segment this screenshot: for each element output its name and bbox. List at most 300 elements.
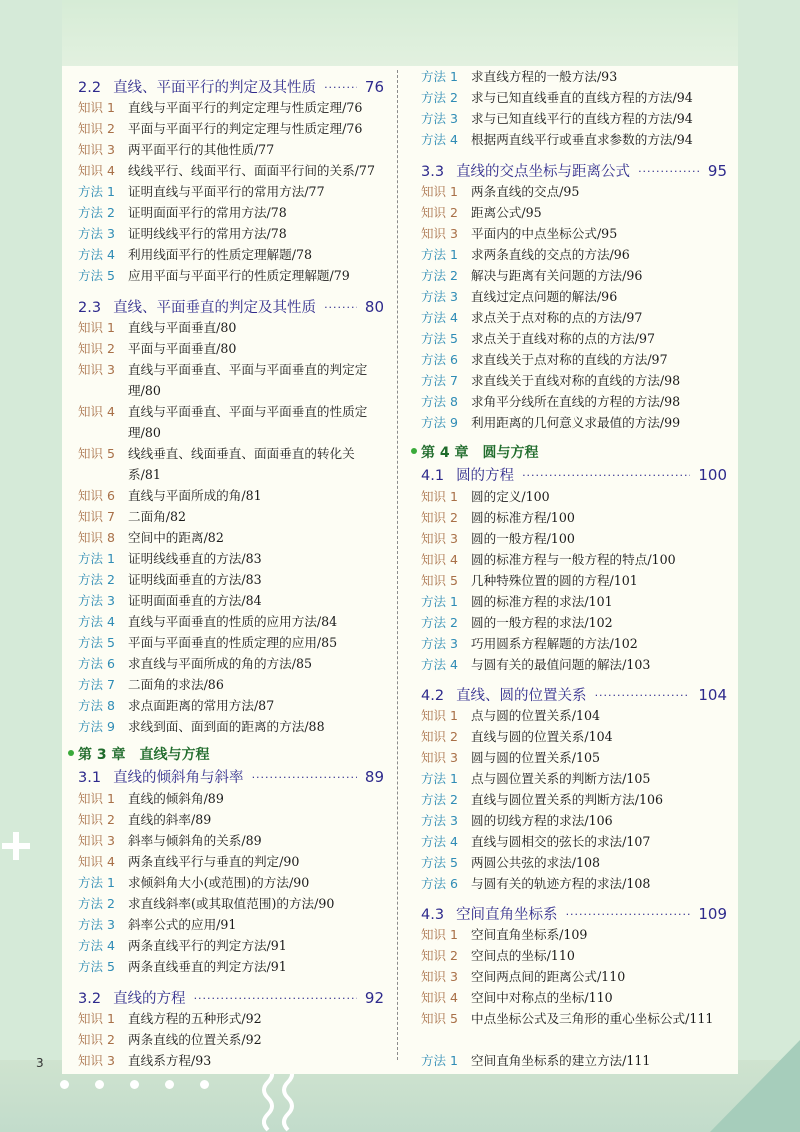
- toc-entry[interactable]: [421, 831, 727, 852]
- toc-entry[interactable]: [78, 674, 384, 695]
- toc-entry[interactable]: [421, 507, 727, 528]
- entry-type-label: [421, 108, 471, 129]
- entry-number: 8: [107, 530, 115, 545]
- entry-text: 求直线关于直线对称的直线的方法/98: [471, 373, 681, 388]
- entry-type: 知识: [421, 969, 447, 984]
- entry-text: 平面与平面垂直的性质定理的应用/85: [128, 635, 338, 650]
- toc-entry[interactable]: [78, 1008, 384, 1029]
- dot-leader: [566, 908, 691, 921]
- toc-entry[interactable]: [421, 945, 727, 966]
- toc-entry[interactable]: [421, 528, 727, 549]
- toc-entry[interactable]: [421, 391, 727, 412]
- entry-text: 二面角/82: [128, 509, 187, 524]
- entry-number: 5: [450, 855, 458, 870]
- entry-type: 方法: [78, 719, 104, 734]
- entry-text: 直线与圆位置关系的判断方法/106: [471, 792, 663, 807]
- entry-type: 知识: [78, 854, 104, 869]
- entry-type: 方法: [78, 959, 104, 974]
- toc-entry[interactable]: [78, 569, 384, 590]
- page-number: 3: [36, 1056, 44, 1070]
- entry-type-label: [78, 830, 128, 851]
- entry-type: 方法: [421, 268, 447, 283]
- entry-number: 1: [107, 551, 115, 566]
- entry-type-label: [421, 570, 471, 591]
- entry-type-label: [78, 851, 128, 872]
- entry-type: 方法: [421, 813, 447, 828]
- entry-number: 1: [107, 100, 115, 115]
- toc-entry[interactable]: [421, 873, 727, 894]
- toc-entry[interactable]: [78, 590, 384, 611]
- entry-type: 方法: [421, 636, 447, 651]
- toc-section-heading[interactable]: [421, 903, 727, 923]
- entry-text: 斜率公式的应用/91: [128, 917, 237, 932]
- entry-text: 空间两点间的距离公式/110: [471, 969, 626, 984]
- toc-entry[interactable]: [78, 695, 384, 716]
- entry-number: 3: [107, 1053, 115, 1068]
- entry-type-label: [421, 726, 471, 747]
- entry-type-label: [421, 328, 471, 349]
- entry-number: 3: [450, 750, 458, 765]
- toc-entry[interactable]: [421, 726, 727, 747]
- entry-number: 3: [107, 917, 115, 932]
- entry-type: 知识: [78, 100, 104, 115]
- entry-number: 5: [107, 635, 115, 650]
- entry-type-label: [421, 1008, 471, 1029]
- entry-type: 知识: [421, 531, 447, 546]
- entry-type: 方法: [421, 90, 447, 105]
- entry-type-label: [421, 873, 471, 894]
- toc-entry[interactable]: [421, 549, 727, 570]
- entry-type: 知识: [421, 708, 447, 723]
- toc-entry[interactable]: [421, 370, 727, 391]
- toc-entry[interactable]: [78, 914, 384, 935]
- entry-type-label: [421, 945, 471, 966]
- entry-number: 1: [107, 791, 115, 806]
- entry-text: 中点坐标公式及三角形的重心坐标公式/111: [471, 1011, 714, 1026]
- toc-entry[interactable]: [421, 591, 727, 612]
- entry-type: 方法: [421, 1053, 447, 1068]
- entry-type: 知识: [421, 1011, 447, 1026]
- entry-type: 方法: [421, 855, 447, 870]
- entry-type-label: [78, 935, 128, 956]
- section-title: 直线的方程: [113, 991, 186, 1007]
- entry-type-label: [421, 87, 471, 108]
- entry-number: 1: [107, 875, 115, 890]
- entry-text: 直线与平面垂直/80: [128, 320, 237, 335]
- toc-entry[interactable]: [421, 265, 727, 286]
- dot-decoration-icon: [60, 1080, 69, 1089]
- toc-entry[interactable]: [421, 966, 727, 987]
- toc-entry[interactable]: [421, 570, 727, 591]
- entry-type: 知识: [421, 205, 447, 220]
- entry-type: 方法: [78, 656, 104, 671]
- entry-type-label: [78, 872, 128, 893]
- entry-type: 方法: [78, 614, 104, 629]
- entry-number: 4: [450, 990, 458, 1005]
- dot-leader: [252, 771, 357, 784]
- entry-type: 方法: [78, 593, 104, 608]
- toc-entry[interactable]: [78, 872, 384, 893]
- entry-text: 证明面面垂直的方法/84: [128, 593, 262, 608]
- section-number: 4.2: [421, 688, 445, 704]
- toc-entry[interactable]: [78, 223, 384, 244]
- toc-section-heading[interactable]: [78, 987, 384, 1007]
- entry-text: 直线系方程/93: [128, 1053, 212, 1068]
- section-page-number: 92: [364, 989, 384, 1007]
- entry-number: 9: [107, 719, 115, 734]
- entry-type-label: [421, 486, 471, 507]
- entry-type-label: [421, 591, 471, 612]
- entry-number: 4: [107, 614, 115, 629]
- entry-number: 2: [450, 90, 458, 105]
- entry-type: 知识: [78, 488, 104, 503]
- entry-type: 知识: [421, 990, 447, 1005]
- toc-entry[interactable]: [421, 852, 727, 873]
- toc-entry[interactable]: [78, 97, 384, 118]
- entry-text: 利用线面平行的性质定理解题/78: [128, 247, 312, 262]
- entry-text: 直线与圆的位置关系/104: [471, 729, 613, 744]
- toc-entry[interactable]: [421, 328, 727, 349]
- toc-entry[interactable]: [421, 768, 727, 789]
- wave-decoration-icon: [262, 1066, 322, 1132]
- entry-type: 方法: [78, 247, 104, 262]
- entry-type: 方法: [421, 373, 447, 388]
- entry-type: 知识: [78, 446, 104, 461]
- entry-type-label: [78, 695, 128, 716]
- entry-type: 知识: [421, 927, 447, 942]
- toc-entry[interactable]: [421, 654, 727, 675]
- entry-text: 线线垂直、线面垂直、面面垂直的转化关系/81: [128, 446, 355, 482]
- section-number: 4.1: [421, 468, 445, 484]
- entry-type-label: [421, 244, 471, 265]
- entry-type: 方法: [421, 289, 447, 304]
- entry-number: 3: [107, 226, 115, 241]
- page-header-background: [0, 0, 800, 70]
- entry-text: 空间直角坐标系/109: [471, 927, 588, 942]
- entry-number: 8: [450, 394, 458, 409]
- toc-entry[interactable]: [78, 401, 384, 443]
- toc-entry[interactable]: [78, 485, 384, 506]
- entry-type-label: [421, 705, 471, 726]
- toc-entry[interactable]: [78, 653, 384, 674]
- entry-type: 方法: [421, 352, 447, 367]
- entry-number: 7: [450, 373, 458, 388]
- toc-entry[interactable]: [421, 412, 727, 433]
- toc-entry[interactable]: [421, 747, 727, 768]
- toc-entry[interactable]: [78, 118, 384, 139]
- toc-entry[interactable]: [78, 809, 384, 830]
- toc-entry[interactable]: [421, 987, 727, 1008]
- entry-text: 与圆有关的轨迹方程的求法/108: [471, 876, 651, 891]
- toc-entry[interactable]: [421, 705, 727, 726]
- entry-type-label: [421, 265, 471, 286]
- toc-entry[interactable]: [421, 66, 727, 87]
- section-number: 4.3: [421, 907, 445, 923]
- toc-entry[interactable]: [78, 956, 384, 977]
- entry-type: 方法: [421, 69, 447, 84]
- entry-type-label: [78, 1029, 128, 1050]
- entry-text: 求线到面、面到面的距离的方法/88: [128, 719, 325, 734]
- entry-number: 6: [450, 352, 458, 367]
- entry-type-label: [78, 317, 128, 338]
- entry-type: 知识: [78, 142, 104, 157]
- entry-number: 3: [450, 531, 458, 546]
- toc-entry[interactable]: [421, 286, 727, 307]
- entry-number: 3: [107, 142, 115, 157]
- toc-entry[interactable]: [421, 1008, 727, 1029]
- right-margin-background: [738, 0, 800, 1132]
- toc-entry[interactable]: [421, 486, 727, 507]
- entry-text: 二面角的求法/86: [128, 677, 224, 692]
- toc-entry[interactable]: [421, 810, 727, 831]
- section-page-number: 80: [364, 298, 384, 316]
- entry-type-label: [421, 349, 471, 370]
- toc-entry[interactable]: [421, 129, 727, 150]
- entry-type-label: [78, 893, 128, 914]
- entry-text: 求与已知直线垂直的直线方程的方法/94: [471, 90, 693, 105]
- entry-type: 方法: [421, 876, 447, 891]
- toc-entry[interactable]: [421, 181, 727, 202]
- toc-entry[interactable]: [78, 935, 384, 956]
- entry-type-label: [78, 97, 128, 118]
- section-title: 直线、平面垂直的判定及其性质: [113, 300, 317, 316]
- entry-number: 1: [450, 771, 458, 786]
- toc-entry[interactable]: [78, 548, 384, 569]
- entry-type: 知识: [78, 833, 104, 848]
- toc-entry[interactable]: [78, 893, 384, 914]
- toc-entry[interactable]: [421, 633, 727, 654]
- entry-type-label: [421, 987, 471, 1008]
- entry-type: 知识: [421, 552, 447, 567]
- entry-number: 4: [450, 834, 458, 849]
- toc-entry[interactable]: [78, 265, 384, 286]
- toc-entry[interactable]: [421, 223, 727, 244]
- entry-number: 2: [450, 948, 458, 963]
- entry-type-label: [421, 202, 471, 223]
- entry-number: 5: [450, 1011, 458, 1026]
- chapter-bullet-icon: [68, 750, 74, 756]
- toc-entry[interactable]: [78, 851, 384, 872]
- section-page-number: 76: [364, 78, 384, 96]
- toc-entry[interactable]: [78, 443, 384, 485]
- toc-entry[interactable]: [78, 830, 384, 851]
- toc-entry[interactable]: [421, 87, 727, 108]
- section-title: 圆的方程: [456, 468, 515, 484]
- entry-number: 1: [107, 320, 115, 335]
- chapter-title: 直线与方程: [139, 747, 210, 763]
- toc-entry[interactable]: [78, 160, 384, 181]
- entry-type-label: [421, 391, 471, 412]
- entry-type: 知识: [421, 184, 447, 199]
- toc-entry[interactable]: [78, 506, 384, 527]
- left-margin-background: [0, 0, 62, 1132]
- entry-type: 知识: [421, 226, 447, 241]
- entry-number: 1: [450, 1053, 458, 1068]
- entry-number: 1: [450, 69, 458, 84]
- toc-section-heading[interactable]: [421, 684, 727, 704]
- entry-type-label: [421, 412, 471, 433]
- entry-text: 点与圆位置关系的判断方法/105: [471, 771, 651, 786]
- entry-type-label: [78, 956, 128, 977]
- toc-entry[interactable]: [78, 527, 384, 548]
- entry-type-label: [78, 139, 128, 160]
- toc-entry[interactable]: [78, 716, 384, 737]
- entry-type: 方法: [421, 132, 447, 147]
- entry-text: 两条直线平行的判定方法/91: [128, 938, 287, 953]
- entry-text: 求直线斜率(或其取值范围)的方法/90: [128, 896, 335, 911]
- entry-text: 求直线关于点对称的直线的方法/97: [471, 352, 668, 367]
- entry-type-label: [78, 548, 128, 569]
- toc-entry[interactable]: [78, 202, 384, 223]
- entry-text: 求点关于点对称的点的方法/97: [471, 310, 643, 325]
- toc-section-heading[interactable]: [78, 296, 384, 316]
- entry-text: 巧用圆系方程解题的方法/102: [471, 636, 638, 651]
- entry-type-label: [421, 789, 471, 810]
- entry-text: 两条直线垂直的判定方法/91: [128, 959, 287, 974]
- chapter-label: 第 3 章: [78, 747, 126, 763]
- entry-number: 2: [107, 1032, 115, 1047]
- entry-text: 直线与平面垂直、平面与平面垂直的判定定理/80: [128, 362, 368, 398]
- entry-type: 知识: [78, 163, 104, 178]
- entry-type-label: [78, 569, 128, 590]
- entry-type-label: [78, 401, 128, 443]
- toc-section-heading[interactable]: [78, 76, 384, 96]
- entry-text: 直线的斜率/89: [128, 812, 212, 827]
- entry-text: 直线与平面垂直、平面与平面垂直的性质定理/80: [128, 404, 368, 440]
- entry-type: 方法: [78, 184, 104, 199]
- entry-type: 方法: [78, 698, 104, 713]
- entry-number: 5: [107, 446, 115, 461]
- entry-number: 3: [450, 289, 458, 304]
- entry-number: 2: [107, 341, 115, 356]
- toc-entry[interactable]: [421, 789, 727, 810]
- entry-text: 几种特殊位置的圆的方程/101: [471, 573, 638, 588]
- entry-type-label: [78, 590, 128, 611]
- toc-chapter-heading[interactable]: [411, 442, 727, 462]
- entry-text: 证明线线平行的常用方法/78: [128, 226, 287, 241]
- entry-text: 点与圆的位置关系/104: [471, 708, 601, 723]
- toc-entry[interactable]: [78, 139, 384, 160]
- toc-entry[interactable]: [421, 307, 727, 328]
- toc-entry[interactable]: [78, 788, 384, 809]
- entry-number: 4: [450, 552, 458, 567]
- entry-text: 圆的切线方程的求法/106: [471, 813, 613, 828]
- toc-entry[interactable]: [78, 1029, 384, 1050]
- entry-text: 证明线面垂直的方法/83: [128, 572, 262, 587]
- section-page-number: 100: [698, 466, 727, 484]
- toc-entry[interactable]: [78, 359, 384, 401]
- toc-entry[interactable]: [421, 244, 727, 265]
- entry-text: 两条直线的位置关系/92: [128, 1032, 262, 1047]
- section-number: 2.2: [78, 80, 102, 96]
- entry-type-label: [421, 223, 471, 244]
- entry-type: 知识: [78, 1032, 104, 1047]
- section-number: 3.3: [421, 164, 445, 180]
- entry-type-label: [421, 810, 471, 831]
- section-page-number: 109: [698, 905, 727, 923]
- entry-number: 3: [450, 813, 458, 828]
- toc-entry[interactable]: [78, 1050, 384, 1071]
- entry-type: 知识: [421, 750, 447, 765]
- entry-type-label: [421, 924, 471, 945]
- entry-type: 方法: [78, 572, 104, 587]
- entry-number: 2: [107, 896, 115, 911]
- entry-type: 方法: [78, 635, 104, 650]
- toc-section-heading[interactable]: [421, 160, 727, 180]
- toc-entry[interactable]: [78, 611, 384, 632]
- entry-type-label: [421, 1050, 471, 1071]
- toc-entry[interactable]: [78, 317, 384, 338]
- dot-leader: [194, 992, 357, 1005]
- entry-type-label: [78, 244, 128, 265]
- entry-number: 5: [107, 959, 115, 974]
- entry-number: 7: [107, 677, 115, 692]
- entry-type-label: [421, 852, 471, 873]
- entry-text: 平面与平面垂直/80: [128, 341, 237, 356]
- entry-type: 方法: [78, 226, 104, 241]
- entry-number: 4: [450, 310, 458, 325]
- entry-number: 1: [107, 184, 115, 199]
- toc-entry[interactable]: [78, 181, 384, 202]
- entry-type-label: [421, 966, 471, 987]
- toc-entry[interactable]: [421, 924, 727, 945]
- toc-entry[interactable]: [421, 108, 727, 129]
- toc-entry[interactable]: [421, 1050, 727, 1071]
- entry-text: 求点面距离的常用方法/87: [128, 698, 275, 713]
- entry-type-label: [421, 129, 471, 150]
- chapter-title: 圆与方程: [482, 445, 539, 461]
- entry-number: 1: [107, 1011, 115, 1026]
- entry-number: 3: [107, 833, 115, 848]
- entry-number: 2: [450, 729, 458, 744]
- entry-number: 3: [450, 636, 458, 651]
- entry-number: 1: [450, 927, 458, 942]
- entry-text: 圆的标准方程/100: [471, 510, 575, 525]
- entry-type: 方法: [78, 268, 104, 283]
- section-number: 2.3: [78, 300, 102, 316]
- entry-type-label: [78, 118, 128, 139]
- toc-entry[interactable]: [421, 612, 727, 633]
- entry-type-label: [421, 286, 471, 307]
- section-number: 3.1: [78, 770, 102, 786]
- entry-type: 知识: [421, 510, 447, 525]
- entry-number: 1: [450, 708, 458, 723]
- entry-text: 证明直线与平面平行的常用方法/77: [128, 184, 325, 199]
- entry-text: 空间中对称点的坐标/110: [471, 990, 613, 1005]
- dot-decoration-icon: [165, 1080, 174, 1089]
- entry-type-label: [421, 768, 471, 789]
- entry-text: 证明线线垂直的方法/83: [128, 551, 262, 566]
- entry-text: 圆的定义/100: [471, 489, 550, 504]
- toc-entry[interactable]: [421, 202, 727, 223]
- toc-entry[interactable]: [421, 349, 727, 370]
- entry-type: 知识: [78, 791, 104, 806]
- toc-entry[interactable]: [78, 632, 384, 653]
- toc-chapter-heading[interactable]: [68, 744, 384, 764]
- toc-entry[interactable]: [78, 338, 384, 359]
- entry-number: 1: [450, 184, 458, 199]
- entry-type-label: [78, 338, 128, 359]
- toc-section-heading[interactable]: [78, 766, 384, 786]
- entry-type: 方法: [421, 394, 447, 409]
- toc-entry[interactable]: [78, 244, 384, 265]
- entry-text: 解决与距离有关问题的方法/96: [471, 268, 643, 283]
- entry-type-label: [78, 1008, 128, 1029]
- entry-number: 3: [107, 362, 115, 377]
- entry-type-label: [78, 202, 128, 223]
- toc-section-heading[interactable]: [421, 464, 727, 484]
- entry-type-label: [78, 359, 128, 401]
